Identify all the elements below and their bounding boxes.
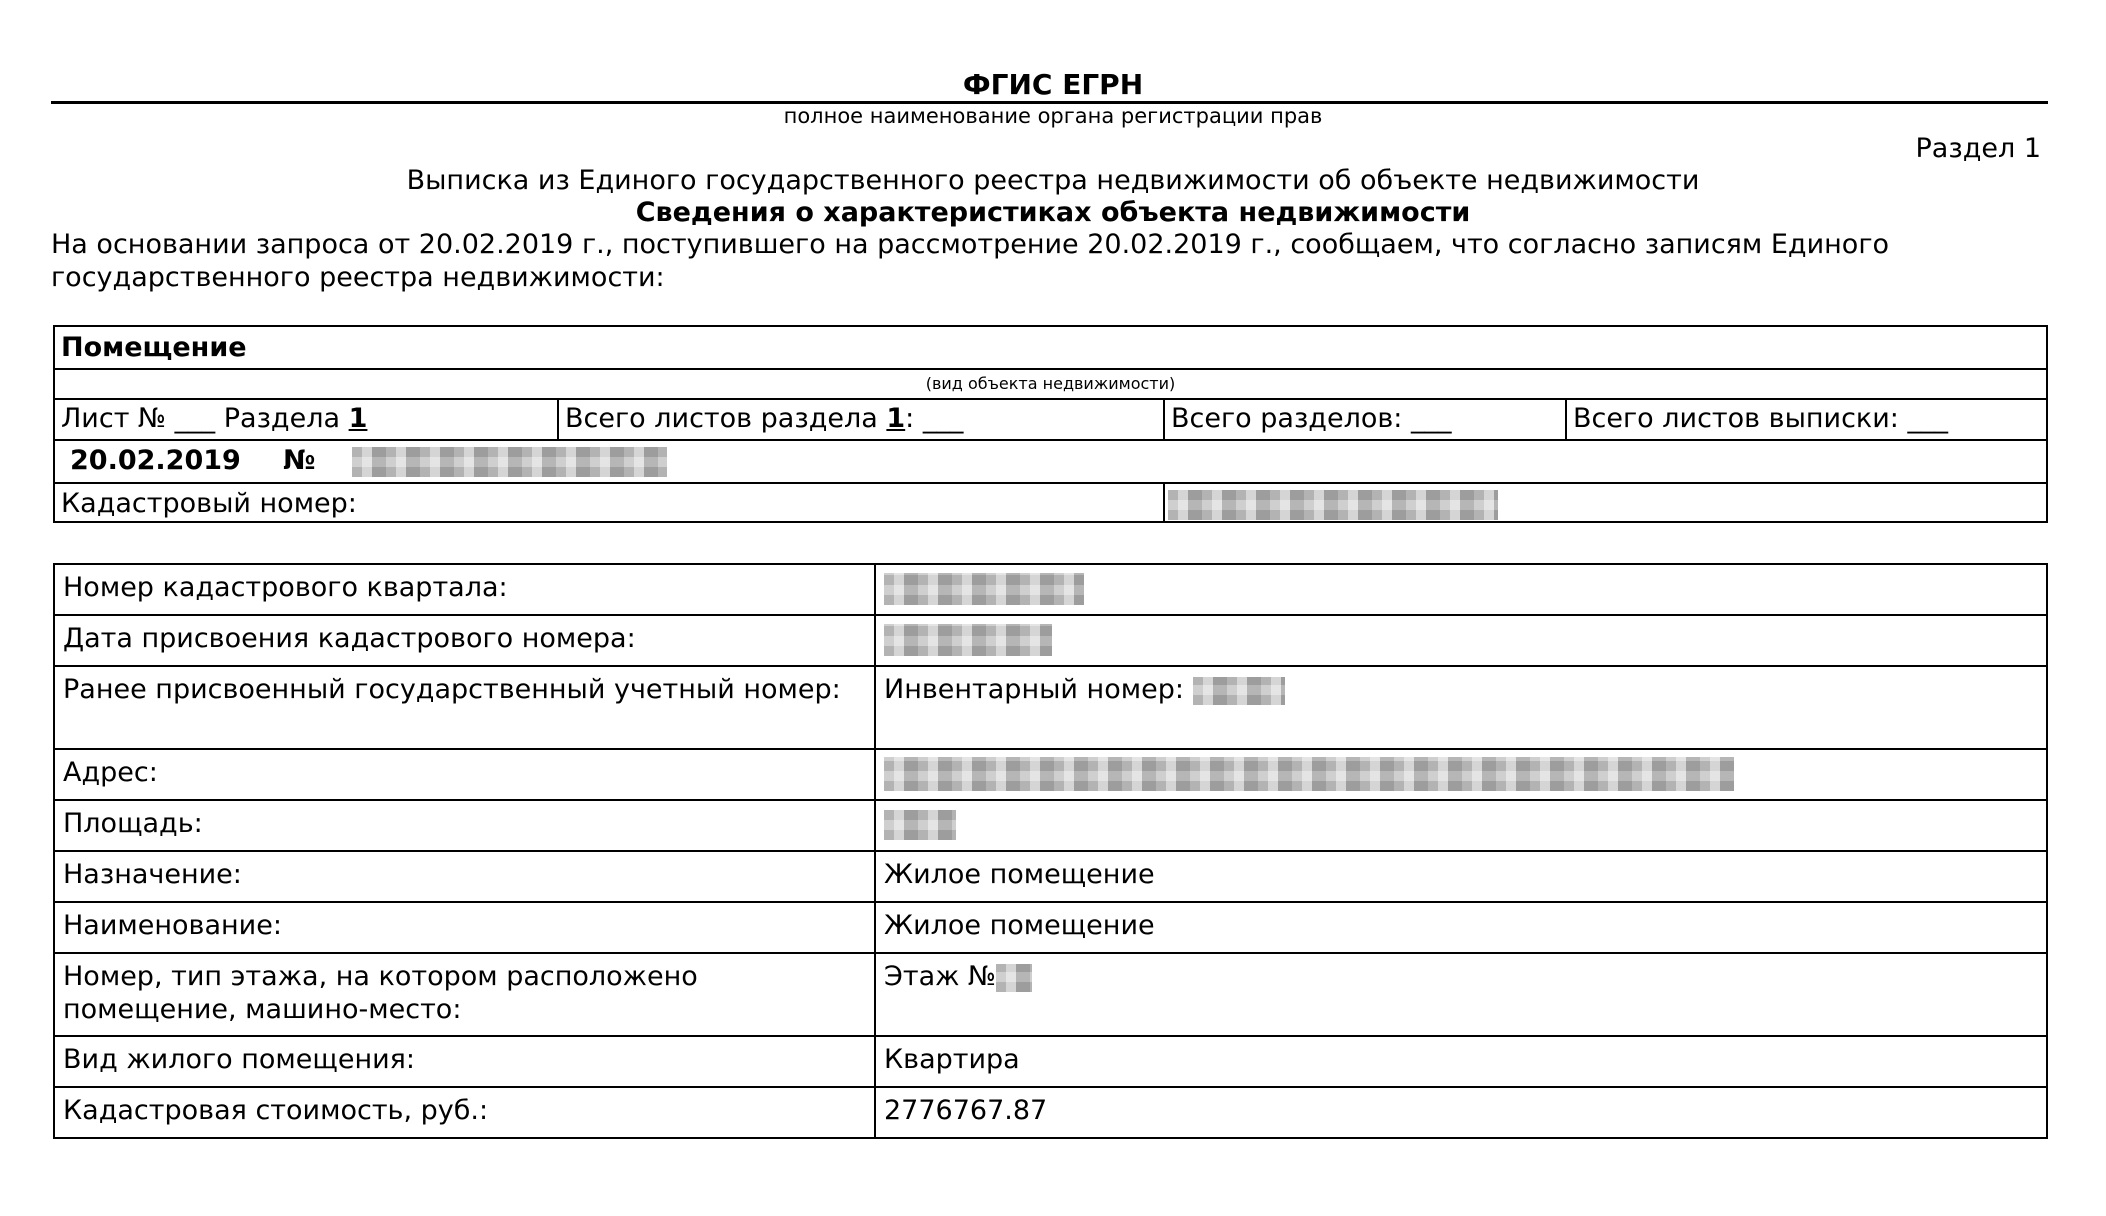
column-divider <box>557 398 559 439</box>
table-row <box>54 1036 2047 1087</box>
row-value: Этаж № <box>875 953 2047 1036</box>
object-type-caption: (вид объекта недвижимости) <box>925 374 1176 393</box>
row-label: Номер кадастрового квартала: <box>54 564 875 615</box>
row-value: 2776767.87 <box>875 1087 2047 1138</box>
table-row <box>54 1087 2047 1138</box>
row-divider <box>55 482 2046 484</box>
column-divider <box>1163 398 1165 439</box>
redacted-value <box>884 573 1084 605</box>
row-divider <box>55 439 2046 441</box>
total-sheets-suffix: : ___ <box>905 403 964 434</box>
row-label: Ранее присвоенный государственный учетный номер: <box>54 666 875 749</box>
column-divider <box>1565 398 1567 439</box>
cadastral-number-label: Кадастровый номер: <box>61 488 357 519</box>
table-row <box>54 564 2047 615</box>
row-label: Кадастровая стоимость, руб.: <box>54 1087 875 1138</box>
total-sheets-cell <box>565 403 963 434</box>
redacted-extract-number <box>352 447 667 477</box>
row-value: Инвентарный номер: <box>875 666 2047 749</box>
table-row <box>54 749 2047 800</box>
row-value <box>875 564 2047 615</box>
sheet-number-label: Лист № ___ Раздела <box>61 403 341 434</box>
table-row <box>54 953 2047 1036</box>
total-sheets-value: 1 <box>886 403 906 434</box>
row-value: Жилое помещение <box>875 851 2047 902</box>
row-value: Квартира <box>875 1036 2047 1087</box>
row-label: Площадь: <box>54 800 875 851</box>
row-value <box>875 749 2047 800</box>
table-row <box>54 902 2047 953</box>
total-sheets-label: Всего листов раздела <box>565 403 878 434</box>
redacted-cadastral-number <box>1168 490 1498 520</box>
row-label: Дата присвоения кадастрового номера: <box>54 615 875 666</box>
table-row <box>54 800 2047 851</box>
row-label: Назначение: <box>54 851 875 902</box>
extract-number-label: № <box>283 445 316 476</box>
column-divider <box>1163 482 1165 523</box>
row-divider <box>55 368 2046 370</box>
row-value <box>875 615 2047 666</box>
total-extract-sheets-cell: Всего листов выписки: ___ <box>1573 403 1948 434</box>
sheet-section-value: 1 <box>348 403 368 434</box>
row-value: Жилое помещение <box>875 902 2047 953</box>
table-row <box>54 615 2047 666</box>
redacted-value <box>884 624 1052 656</box>
object-header-table <box>53 325 2048 523</box>
redacted-value <box>884 757 1734 791</box>
sheet-number-cell <box>61 403 367 434</box>
row-label: Вид жилого помещения: <box>54 1036 875 1087</box>
row-label: Номер, тип этажа, на котором расположено помещение, машино-место: <box>54 953 875 1036</box>
row-divider <box>55 398 2046 400</box>
characteristics-table <box>53 563 2048 1139</box>
registration-authority: ФГИС ЕГРН <box>962 68 1144 101</box>
section-label: Раздел 1 <box>1915 133 2041 164</box>
intro-paragraph: На основании запроса от 20.02.2019 г., поступившего на рассмотрение 20.02.2019 г., сообщаем, что согласно записям Единого государственного реестра недвижимости: <box>51 229 1890 293</box>
extract-date: 20.02.2019 <box>70 445 241 476</box>
total-sections-cell: Всего разделов: ___ <box>1171 403 1452 434</box>
document-subtitle: Сведения о характеристиках объекта недвижимости <box>635 197 1471 228</box>
table-row <box>54 851 2047 902</box>
object-type: Помещение <box>61 332 247 363</box>
row-label: Адрес: <box>54 749 875 800</box>
table-row <box>54 666 2047 749</box>
document-title: Выписка из Единого государственного реестра недвижимости об объекте недвижимости <box>406 165 1700 196</box>
redacted-value <box>996 964 1032 992</box>
redacted-value <box>884 810 956 840</box>
redacted-value <box>1193 677 1285 705</box>
row-value <box>875 800 2047 851</box>
registration-authority-caption: полное наименование органа регистрации прав <box>783 104 1323 128</box>
row-label: Наименование: <box>54 902 875 953</box>
